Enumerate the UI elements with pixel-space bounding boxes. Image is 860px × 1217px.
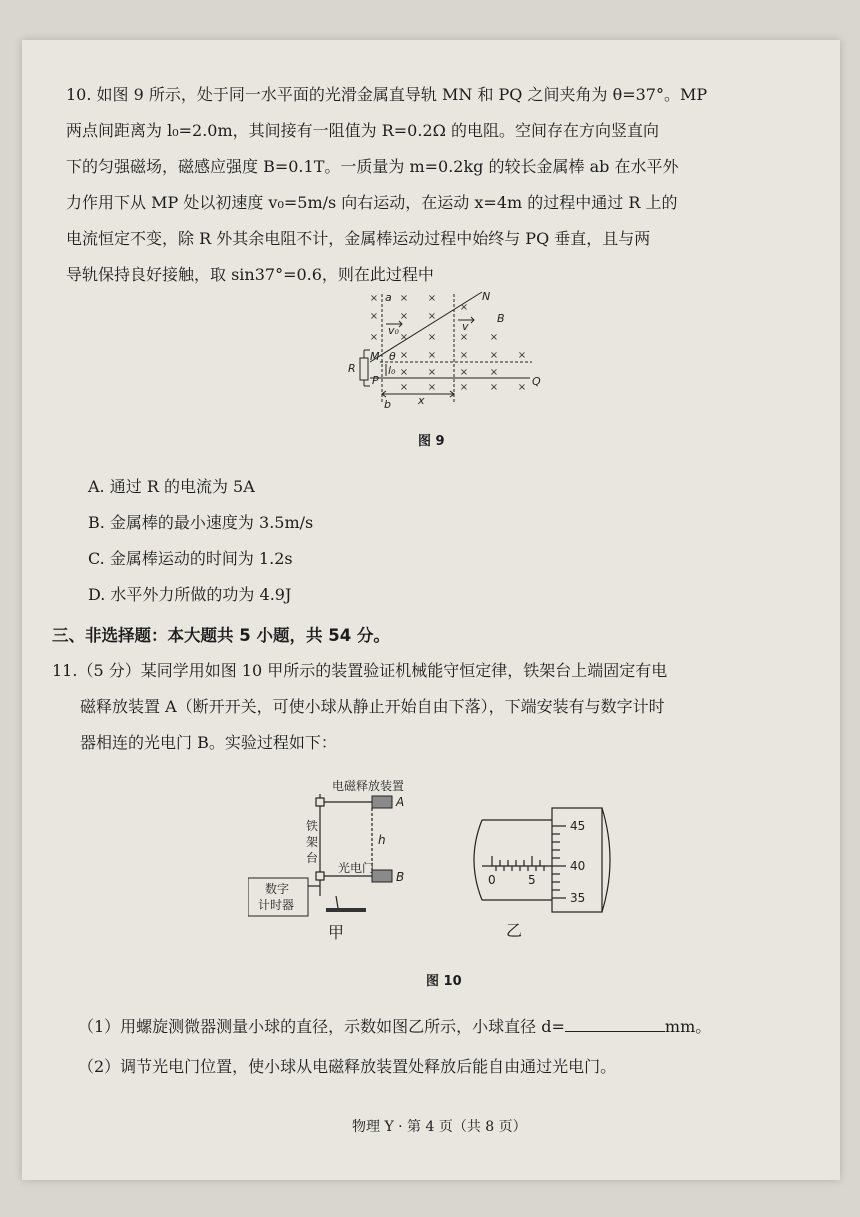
label-v: v bbox=[462, 320, 469, 333]
field-x: × bbox=[369, 332, 379, 343]
field-x: × bbox=[369, 311, 379, 322]
photogate-label: 光电门 bbox=[338, 861, 375, 875]
label-x: x bbox=[418, 394, 425, 407]
q10-line-6: 导轨保持良好接触，取 sin37°=0.6，则在此过程中 bbox=[66, 265, 434, 284]
figure-10-micrometer bbox=[462, 800, 632, 920]
label-yi: 乙 bbox=[506, 921, 523, 940]
q10-line-3: 下的匀强磁场，磁感应强度 B=0.1T。一质量为 m=0.2kg 的较长金属棒 ab 在水平外 bbox=[66, 157, 679, 176]
q10-line-1: 10. 如图 9 所示，处于同一水平面的光滑金属直导轨 MN 和 PQ 之间夹角为 θ=37°。MP bbox=[66, 85, 708, 104]
q11-sub-1 bbox=[78, 1016, 711, 1038]
field-x: × bbox=[399, 350, 409, 361]
field-x: × bbox=[489, 350, 499, 361]
label-jia: 甲 bbox=[328, 923, 345, 942]
stand-label-2: 架 bbox=[306, 835, 319, 849]
field-x: × bbox=[399, 311, 409, 322]
stand-label-3: 台 bbox=[306, 851, 319, 865]
q10-line-4: 力作用下从 MP 处以初速度 v₀=5m/s 向右运动，在运动 x=4m 的过程中通过 R 上的 bbox=[66, 193, 678, 212]
q10-line-5: 电流恒定不变，除 R 外其余电阻不计，金属棒运动过程中始终与 PQ 垂直，且与两 bbox=[66, 229, 651, 248]
field-x: × bbox=[459, 367, 469, 378]
label-b-gate: B bbox=[396, 870, 405, 884]
field-x: × bbox=[517, 382, 527, 393]
field-x: × bbox=[399, 367, 409, 378]
label-m: M bbox=[370, 350, 380, 363]
label-field-b: B bbox=[497, 312, 505, 325]
field-x: × bbox=[399, 293, 409, 304]
figure-10-apparatus bbox=[248, 768, 418, 918]
timer-label-2: 计时器 bbox=[258, 898, 295, 912]
label-r: R bbox=[348, 362, 356, 375]
field-x: × bbox=[427, 350, 437, 361]
field-x: × bbox=[459, 382, 469, 393]
section-3-heading: 三、非选择题：本大题共 5 小题，共 54 分。 bbox=[52, 626, 390, 645]
field-x: × bbox=[459, 302, 469, 313]
q10-line-2: 两点间距离为 l₀=2.0m，其间接有一阻值为 R=0.2Ω 的电阻。空间存在方向竖直向 bbox=[66, 121, 659, 140]
field-x: × bbox=[427, 332, 437, 343]
field-x: × bbox=[427, 311, 437, 322]
label-a-device: A bbox=[396, 795, 405, 809]
field-x: × bbox=[517, 350, 527, 361]
q11-sub-1-text: （1）用螺旋测微器测量小球的直径，示数如图乙所示，小球直径 d= bbox=[78, 1017, 565, 1036]
main-scale-0: 0 bbox=[488, 873, 496, 887]
option-d: D. 水平外力所做的功为 4.9J bbox=[88, 585, 292, 604]
exam-page bbox=[22, 40, 840, 1180]
option-a: A. 通过 R 的电流为 5A bbox=[88, 477, 255, 496]
figure-9 bbox=[322, 290, 542, 410]
field-x: × bbox=[459, 350, 469, 361]
field-x: × bbox=[427, 382, 437, 393]
label-theta: θ bbox=[389, 350, 396, 363]
answer-blank-d[interactable] bbox=[565, 1017, 665, 1032]
main-scale-5: 5 bbox=[528, 873, 536, 887]
option-b: B. 金属棒的最小速度为 3.5m/s bbox=[88, 513, 314, 532]
stand-label-1: 铁 bbox=[306, 819, 319, 833]
label-q: Q bbox=[532, 375, 541, 388]
q11-line-3: 器相连的光电门 B。实验过程如下： bbox=[80, 733, 337, 752]
figure-9-caption: 图 9 bbox=[418, 434, 445, 449]
label-p: P bbox=[372, 374, 379, 387]
label-l0: l₀ bbox=[388, 364, 396, 377]
thimble-45: 45 bbox=[570, 819, 586, 833]
field-x: × bbox=[489, 367, 499, 378]
thimble-40: 40 bbox=[570, 859, 586, 873]
field-x: × bbox=[489, 332, 499, 343]
page-footer: 物理 Y · 第 4 页（共 8 页） bbox=[352, 1119, 527, 1135]
figure-10-caption: 图 10 bbox=[426, 974, 462, 989]
q11-line-2: 磁释放装置 A（断开开关，可使小球从静止开始自由下落），下端安装有与数字计时 bbox=[80, 697, 665, 716]
field-x: × bbox=[489, 382, 499, 393]
field-x: × bbox=[399, 382, 409, 393]
label-a: a bbox=[385, 291, 392, 304]
field-x: × bbox=[427, 293, 437, 304]
q11-sub-1-unit: mm。 bbox=[664, 1017, 712, 1036]
field-x: × bbox=[459, 332, 469, 343]
thimble-35: 35 bbox=[570, 891, 586, 905]
field-x: × bbox=[427, 367, 437, 378]
label-b: b bbox=[384, 398, 391, 410]
field-x: × bbox=[369, 293, 379, 304]
q11-line-1: 11.（5 分）某同学用如图 10 甲所示的装置验证机械能守恒定律，铁架台上端固定有电 bbox=[52, 661, 668, 680]
q11-sub-2: （2）调节光电门位置，使小球从电磁释放装置处释放后能自由通过光电门。 bbox=[78, 1057, 617, 1076]
timer-label-1: 数字 bbox=[265, 882, 290, 896]
label-n: N bbox=[482, 290, 491, 303]
label-h: h bbox=[378, 833, 386, 847]
field-x: × bbox=[399, 332, 409, 343]
release-device-label: 电磁释放装置 bbox=[332, 779, 405, 793]
option-c: C. 金属棒运动的时间为 1.2s bbox=[88, 549, 293, 568]
label-v0: v₀ bbox=[388, 324, 399, 337]
